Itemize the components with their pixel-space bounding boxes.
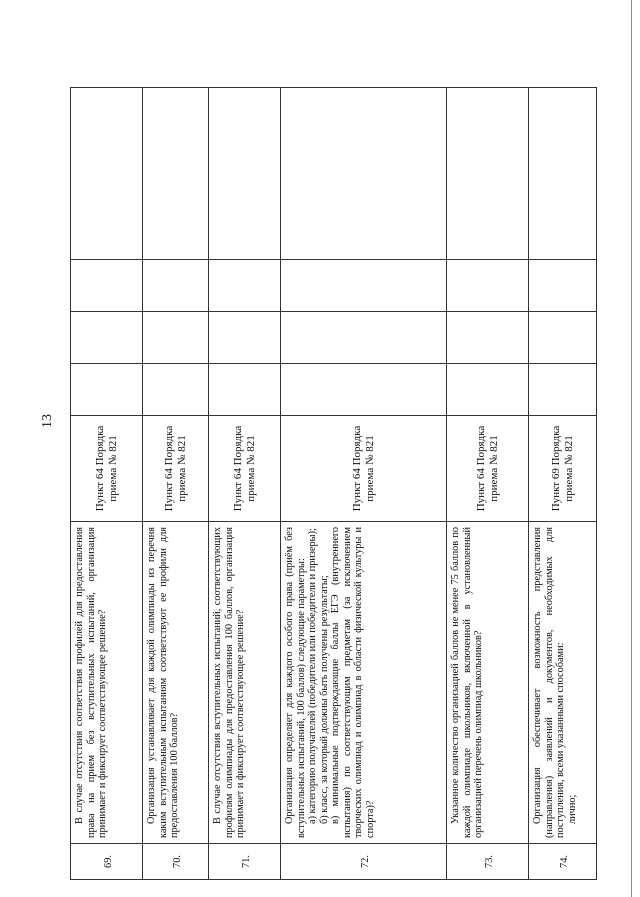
page-number: 13: [40, 414, 55, 428]
question-cell: [447, 522, 529, 844]
page-edge-line: [631, 0, 632, 897]
notes-cell: [143, 88, 209, 260]
question-text: лично;: [566, 794, 578, 824]
answer-cell: [529, 260, 597, 312]
row-number: 74.: [529, 844, 597, 880]
question-cell: [209, 522, 281, 844]
question-cell: [143, 522, 209, 844]
answer-cell: [143, 312, 209, 364]
legal-basis: Пункт 64 Порядка приема № 821: [281, 416, 447, 522]
question-text: Организация обеспечивает возможность представления (направления) заявлений и документов, необходимых для поступления, всеми указанными способами:: [532, 527, 567, 838]
legal-basis: Пункт 64 Порядка приема № 821: [71, 416, 143, 522]
question-text: Организация устанавливает для каждой олимпиады из перечня каким вступительным испытаниям соответствуют ее профили для предоставления 100 баллов?: [146, 527, 181, 838]
answer-cell: [529, 312, 597, 364]
answer-cell: [281, 260, 447, 312]
question-text: В случае отсутствия соответствия профилей для предоставления права на прием без вступительных испытаний, организация принимает и фиксирует соответствующее решение?: [74, 527, 109, 838]
notes-cell: [209, 88, 281, 260]
answer-cell: [209, 312, 281, 364]
answer-cell: [447, 364, 529, 416]
answer-cell: [447, 260, 529, 312]
question-cell: [71, 522, 143, 844]
answer-cell: [71, 312, 143, 364]
checklist-table-wrapper: [70, 88, 596, 880]
table-row: [209, 88, 281, 880]
question-cell: [281, 522, 447, 844]
answer-cell: [143, 260, 209, 312]
question-text: в) минимальные подтверждающие баллы ЕГЭ (внутреннего испытания) по соответствующим предметам (за исключением творческих олимпиад и олимпиад в области физической культуры и спорта)?: [330, 527, 376, 838]
legal-basis: Пункт 64 Порядка приема № 821: [209, 416, 281, 522]
question-cell: [529, 522, 597, 844]
answer-cell: [209, 364, 281, 416]
answer-cell: [71, 364, 143, 416]
answer-cell: [281, 364, 447, 416]
checklist-table: [70, 87, 597, 880]
notes-cell: [281, 88, 447, 260]
answer-cell: [143, 364, 209, 416]
question-text: б) класс, за который должны быть получены результаты;: [318, 575, 330, 824]
row-number: 71.: [209, 844, 281, 880]
answer-cell: [447, 312, 529, 364]
table-row: [447, 88, 529, 880]
question-text: Указанное количество организацией баллов не менее 75 баллов по каждой олимпиаде школьников, включенной в установленный организацией перечень олимпиад школьников?: [450, 527, 485, 838]
table-row: [281, 88, 447, 880]
notes-cell: [529, 88, 597, 260]
answer-cell: [529, 364, 597, 416]
answer-cell: [281, 312, 447, 364]
row-number: 73.: [447, 844, 529, 880]
notes-cell: [71, 88, 143, 260]
answer-cell: [71, 260, 143, 312]
notes-cell: [447, 88, 529, 260]
question-text: Организация определяет для каждого особого права (приём без вступительных испытаний, 100 баллов) следующие параметры:: [284, 527, 307, 838]
question-text: а) категорию получателей (победители или победители и призеры);: [307, 528, 319, 824]
table-row: [529, 88, 597, 880]
row-number: 69.: [71, 844, 143, 880]
legal-basis: Пункт 64 Порядка приема № 821: [447, 416, 529, 522]
table-row: [71, 88, 143, 880]
table-row: [143, 88, 209, 880]
legal-basis: Пункт 69 Порядка приема № 821: [529, 416, 597, 522]
legal-basis: Пункт 64 Порядка приема № 821: [143, 416, 209, 522]
row-number: 72.: [281, 844, 447, 880]
row-number: 70.: [143, 844, 209, 880]
answer-cell: [209, 260, 281, 312]
question-text: В случае отсутствия вступительных испытаний, соответствующих профилям олимпиады для предоставления 100 баллов, организация принимает и фиксирует соответствующее решение?: [212, 527, 247, 838]
